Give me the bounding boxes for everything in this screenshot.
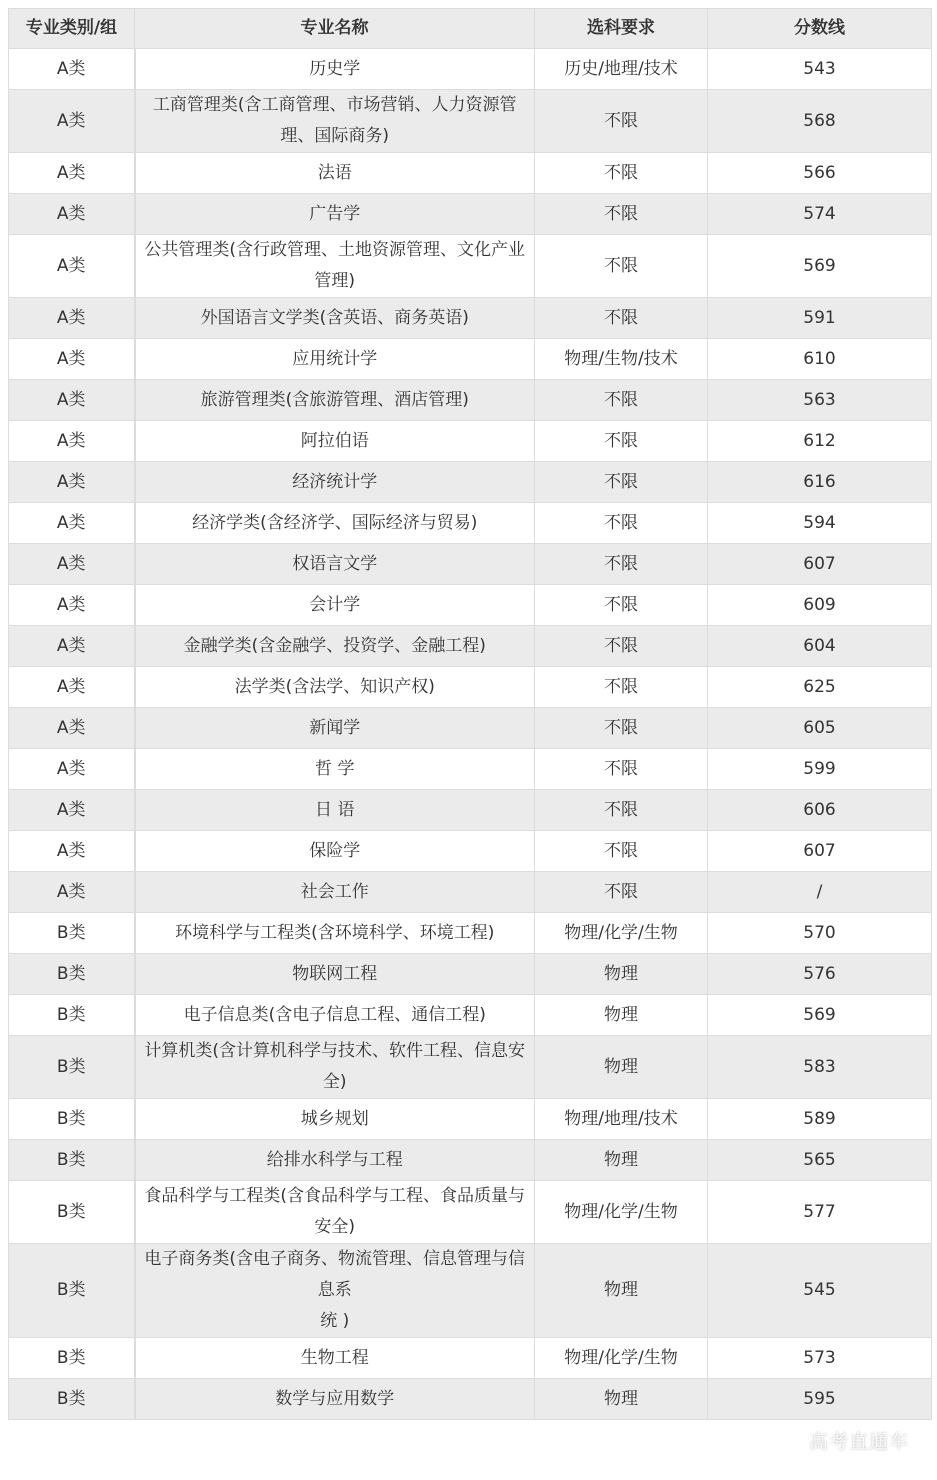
major-name-cell: 工商管理类(含工商管理、市场营销、人力资源管理、国际商务)	[135, 90, 535, 153]
score-cell: 577	[708, 1181, 932, 1244]
table-row	[9, 872, 932, 913]
table-row	[9, 194, 932, 235]
major-name-cell: 历史学	[135, 49, 535, 90]
major-name-cell: 旅游管理类(含旅游管理、酒店管理)	[135, 380, 535, 421]
table-row	[9, 462, 932, 503]
score-cell: 565	[708, 1140, 932, 1181]
score-cell: 563	[708, 380, 932, 421]
table-row	[9, 421, 932, 462]
subject-requirement-cell: 不限	[535, 380, 708, 421]
score-cell: 610	[708, 339, 932, 380]
category-cell: B类	[9, 954, 135, 995]
major-name-cell: 外国语言文学类(含英语、商务英语)	[135, 298, 535, 339]
score-cell: 594	[708, 503, 932, 544]
subject-requirement-cell: 不限	[535, 831, 708, 872]
major-name-cell: 应用统计学	[135, 339, 535, 380]
subject-requirement-cell: 物理/地理/技术	[535, 1099, 708, 1140]
subject-requirement-cell: 不限	[535, 194, 708, 235]
category-cell: A类	[9, 90, 135, 153]
category-cell: B类	[9, 1181, 135, 1244]
major-name-cell: 环境科学与工程类(含环境科学、环境工程)	[135, 913, 535, 954]
score-cell: 612	[708, 421, 932, 462]
major-name-cell: 公共管理类(含行政管理、土地资源管理、文化产业管理)	[135, 235, 535, 298]
subject-requirement-cell: 不限	[535, 790, 708, 831]
header-major-name: 专业名称	[135, 9, 535, 49]
table-row	[9, 1036, 932, 1099]
category-cell: A类	[9, 380, 135, 421]
category-cell: B类	[9, 1338, 135, 1379]
major-name-cell: 阿拉伯语	[135, 421, 535, 462]
category-cell: B类	[9, 1036, 135, 1099]
major-name-cell: 经济统计学	[135, 462, 535, 503]
subject-requirement-cell: 不限	[535, 462, 708, 503]
subject-requirement-cell: 不限	[535, 749, 708, 790]
subject-requirement-cell: 不限	[535, 503, 708, 544]
category-cell: A类	[9, 585, 135, 626]
major-name-cell: 物联网工程	[135, 954, 535, 995]
major-name-cell: 保险学	[135, 831, 535, 872]
major-name-cell: 会计学	[135, 585, 535, 626]
major-name-cell: 城乡规划	[135, 1099, 535, 1140]
table-header	[9, 9, 932, 49]
category-cell: B类	[9, 1099, 135, 1140]
table-row	[9, 1244, 932, 1338]
table-row	[9, 298, 932, 339]
score-cell: 605	[708, 708, 932, 749]
score-cell: 545	[708, 1244, 932, 1338]
category-cell: A类	[9, 235, 135, 298]
category-cell: A类	[9, 194, 135, 235]
subject-requirement-cell: 不限	[535, 667, 708, 708]
table-row	[9, 339, 932, 380]
major-name-cell: 权语言文学	[135, 544, 535, 585]
category-cell: A类	[9, 462, 135, 503]
header-row	[9, 9, 932, 49]
table-row	[9, 1140, 932, 1181]
score-cell: 599	[708, 749, 932, 790]
category-cell: A类	[9, 790, 135, 831]
watermark-text: 高考直通车	[808, 1431, 909, 1453]
score-cell: 569	[708, 235, 932, 298]
score-cell: 609	[708, 585, 932, 626]
major-name-cell: 社会工作	[135, 872, 535, 913]
subject-requirement-cell: 物理	[535, 1379, 708, 1420]
category-cell: A类	[9, 626, 135, 667]
table-body	[9, 49, 932, 1420]
table-row	[9, 708, 932, 749]
category-cell: A类	[9, 298, 135, 339]
major-name-cell: 日 语	[135, 790, 535, 831]
subject-requirement-cell: 不限	[535, 298, 708, 339]
subject-requirement-cell: 物理	[535, 1140, 708, 1181]
subject-requirement-cell: 物理	[535, 1036, 708, 1099]
table-row	[9, 913, 932, 954]
subject-requirement-cell: 物理/生物/技术	[535, 339, 708, 380]
subject-requirement-cell: 物理/化学/生物	[535, 1338, 708, 1379]
subject-requirement-cell: 不限	[535, 235, 708, 298]
category-cell: A类	[9, 421, 135, 462]
subject-requirement-cell: 物理/化学/生物	[535, 1181, 708, 1244]
table-row	[9, 235, 932, 298]
major-name-cell: 新闻学	[135, 708, 535, 749]
major-name-cell: 食品科学与工程类(含食品科学与工程、食品质量与安全)	[135, 1181, 535, 1244]
score-cell: 616	[708, 462, 932, 503]
header-category: 专业类别/组	[9, 9, 135, 49]
table-row	[9, 153, 932, 194]
category-cell: A类	[9, 503, 135, 544]
category-cell: A类	[9, 708, 135, 749]
admission-score-table-container	[8, 8, 931, 1420]
admission-score-table	[8, 8, 932, 1420]
category-cell: A类	[9, 339, 135, 380]
score-cell: 574	[708, 194, 932, 235]
score-cell: 606	[708, 790, 932, 831]
score-cell: 570	[708, 913, 932, 954]
category-cell: A类	[9, 153, 135, 194]
major-name-cell: 给排水科学与工程	[135, 1140, 535, 1181]
major-name-cell: 金融学类(含金融学、投资学、金融工程)	[135, 626, 535, 667]
score-cell: 573	[708, 1338, 932, 1379]
score-cell: 569	[708, 995, 932, 1036]
subject-requirement-cell: 不限	[535, 421, 708, 462]
table-row	[9, 544, 932, 585]
category-cell: A类	[9, 49, 135, 90]
major-name-cell: 广告学	[135, 194, 535, 235]
score-cell: /	[708, 872, 932, 913]
score-cell: 607	[708, 544, 932, 585]
category-cell: A类	[9, 831, 135, 872]
category-cell: B类	[9, 913, 135, 954]
table-row	[9, 667, 932, 708]
subject-requirement-cell: 不限	[535, 585, 708, 626]
subject-requirement-cell: 物理/化学/生物	[535, 913, 708, 954]
major-name-cell: 电子商务类(含电子商务、物流管理、信息管理与信息系 统 )	[135, 1244, 535, 1338]
table-row	[9, 90, 932, 153]
score-cell: 583	[708, 1036, 932, 1099]
score-cell: 568	[708, 90, 932, 153]
table-row	[9, 1181, 932, 1244]
category-cell: B类	[9, 1379, 135, 1420]
table-row	[9, 1099, 932, 1140]
subject-requirement-cell: 不限	[535, 872, 708, 913]
table-row	[9, 1379, 932, 1420]
score-cell: 604	[708, 626, 932, 667]
header-subject-requirement: 选科要求	[535, 9, 708, 49]
category-cell: A类	[9, 544, 135, 585]
category-cell: B类	[9, 1140, 135, 1181]
table-row	[9, 1338, 932, 1379]
score-cell: 576	[708, 954, 932, 995]
table-row	[9, 503, 932, 544]
major-name-cell: 哲 学	[135, 749, 535, 790]
header-score-line: 分数线	[708, 9, 932, 49]
table-row	[9, 790, 932, 831]
major-name-cell: 生物工程	[135, 1338, 535, 1379]
table-row	[9, 995, 932, 1036]
subject-requirement-cell: 物理	[535, 954, 708, 995]
table-row	[9, 954, 932, 995]
table-row	[9, 585, 932, 626]
table-row	[9, 626, 932, 667]
subject-requirement-cell: 物理	[535, 995, 708, 1036]
major-name-cell: 数学与应用数学	[135, 1379, 535, 1420]
subject-requirement-cell: 物理	[535, 1244, 708, 1338]
table-row	[9, 380, 932, 421]
subject-requirement-cell: 不限	[535, 708, 708, 749]
category-cell: A类	[9, 667, 135, 708]
major-name-cell: 电子信息类(含电子信息工程、通信工程)	[135, 995, 535, 1036]
category-cell: B类	[9, 995, 135, 1036]
score-cell: 566	[708, 153, 932, 194]
table-row	[9, 749, 932, 790]
subject-requirement-cell: 历史/地理/技术	[535, 49, 708, 90]
category-cell: A类	[9, 872, 135, 913]
score-cell: 589	[708, 1099, 932, 1140]
score-cell: 543	[708, 49, 932, 90]
major-name-cell: 经济学类(含经济学、国际经济与贸易)	[135, 503, 535, 544]
major-name-cell: 法语	[135, 153, 535, 194]
subject-requirement-cell: 不限	[535, 626, 708, 667]
table-row	[9, 831, 932, 872]
subject-requirement-cell: 不限	[535, 153, 708, 194]
subject-requirement-cell: 不限	[535, 544, 708, 585]
category-cell: B类	[9, 1244, 135, 1338]
major-name-cell: 计算机类(含计算机科学与技术、软件工程、信息安全)	[135, 1036, 535, 1099]
subject-requirement-cell: 不限	[535, 90, 708, 153]
score-cell: 625	[708, 667, 932, 708]
table-row	[9, 49, 932, 90]
score-cell: 607	[708, 831, 932, 872]
score-cell: 595	[708, 1379, 932, 1420]
category-cell: A类	[9, 749, 135, 790]
score-cell: 591	[708, 298, 932, 339]
major-name-cell: 法学类(含法学、知识产权)	[135, 667, 535, 708]
